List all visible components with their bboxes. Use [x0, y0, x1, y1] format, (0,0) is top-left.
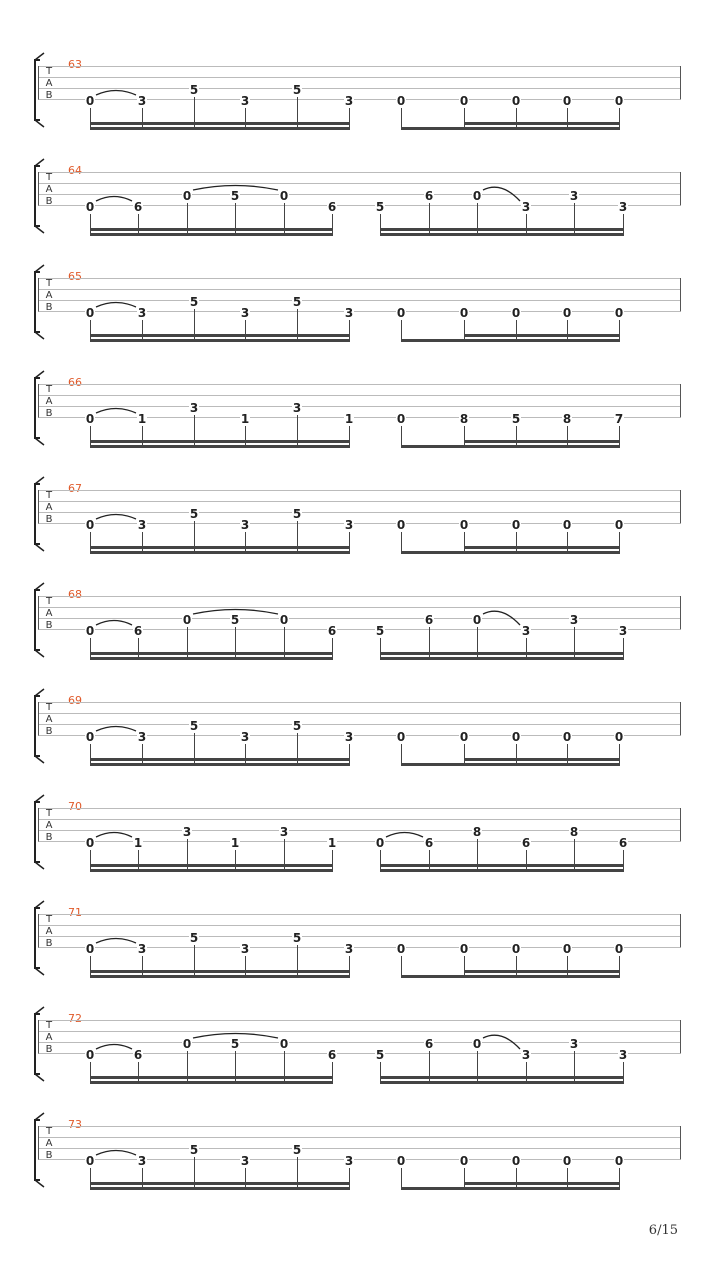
tab-clef-letter: B	[45, 514, 53, 525]
fret-number: 5	[189, 295, 199, 309]
beam	[90, 1187, 350, 1190]
beam	[401, 339, 465, 342]
system-bracket	[35, 544, 44, 551]
tab-staff	[0, 66, 720, 146]
fret-number: 6	[327, 624, 337, 638]
fret-number: 0	[396, 306, 406, 320]
fret-number: 0	[279, 189, 289, 203]
beam	[464, 127, 620, 130]
tab-system	[0, 1118, 720, 1232]
fret-number: 0	[182, 189, 192, 203]
system-bracket	[35, 696, 40, 756]
system-bracket	[35, 332, 44, 339]
fret-number: 3	[344, 306, 354, 320]
tab-clef-letter: T	[45, 1020, 53, 1031]
fret-number: 3	[618, 624, 628, 638]
fret-number: 0	[396, 412, 406, 426]
fret-number: 3	[137, 1154, 147, 1168]
system-bracket	[35, 908, 40, 968]
beam	[401, 445, 465, 448]
system-bracket	[35, 484, 40, 544]
measure-number: 68	[68, 588, 82, 601]
tie-arc	[96, 833, 132, 838]
fret-number: 0	[459, 942, 469, 956]
measure-number: 67	[68, 482, 82, 495]
tab-clef-letter: B	[45, 620, 53, 631]
beam	[464, 1182, 620, 1185]
fret-number: 6	[133, 624, 143, 638]
tab-clef-letter: B	[45, 1150, 53, 1161]
fret-number: 0	[85, 412, 95, 426]
tab-staff	[0, 490, 720, 570]
fret-number: 0	[614, 94, 624, 108]
fret-number: 0	[614, 730, 624, 744]
fret-number: 3	[240, 94, 250, 108]
tab-clef-letter: A	[45, 184, 53, 195]
tab-clef-letter: A	[45, 608, 53, 619]
system-bracket	[35, 1120, 40, 1180]
fret-number: 0	[85, 518, 95, 532]
beam	[90, 869, 333, 872]
fret-number: 5	[292, 931, 302, 945]
system-bracket	[35, 590, 40, 650]
measure-number: 70	[68, 800, 82, 813]
beam	[464, 758, 620, 761]
tab-clef-letter: B	[45, 196, 53, 207]
beam	[90, 228, 333, 231]
tab-system	[0, 800, 720, 914]
fret-number: 0	[396, 942, 406, 956]
fret-number: 3	[344, 518, 354, 532]
beam	[90, 122, 350, 125]
system-bracket	[35, 802, 40, 862]
beam	[90, 339, 350, 342]
measure-number: 63	[68, 58, 82, 71]
fret-number: 0	[562, 730, 572, 744]
fret-number: 3	[569, 189, 579, 203]
fret-number: 3	[240, 730, 250, 744]
tab-clef-letter: T	[45, 1126, 53, 1137]
tie-arc	[96, 727, 136, 732]
fret-number: 0	[85, 306, 95, 320]
fret-number: 5	[292, 295, 302, 309]
fret-number: 0	[182, 1037, 192, 1051]
beam	[90, 1182, 350, 1185]
beam	[464, 551, 620, 554]
tab-system	[0, 164, 720, 278]
measure-number: 69	[68, 694, 82, 707]
beam	[380, 1076, 624, 1079]
fret-number: 0	[511, 518, 521, 532]
system-bracket	[35, 378, 40, 438]
beam	[380, 228, 624, 231]
fret-number: 5	[511, 412, 521, 426]
fret-number: 0	[396, 94, 406, 108]
measure-number: 65	[68, 270, 82, 283]
beam	[401, 975, 465, 978]
fret-number: 3	[137, 518, 147, 532]
fret-number: 1	[327, 836, 337, 850]
tab-clef-letter: A	[45, 502, 53, 513]
system-bracket	[35, 120, 44, 127]
fret-number: 0	[511, 306, 521, 320]
beam	[464, 1187, 620, 1190]
tie-arc	[96, 409, 136, 414]
beam	[464, 975, 620, 978]
system-bracket	[35, 968, 44, 975]
fret-number: 0	[85, 200, 95, 214]
fret-number: 1	[133, 836, 143, 850]
beam	[464, 763, 620, 766]
fret-number: 0	[375, 836, 385, 850]
fret-number: 0	[562, 94, 572, 108]
beam	[464, 334, 620, 337]
tab-system	[0, 482, 720, 596]
fret-number: 3	[137, 730, 147, 744]
fret-number: 5	[292, 83, 302, 97]
fret-number: 0	[85, 1154, 95, 1168]
fret-number: 6	[327, 1048, 337, 1062]
tab-clef-letter: A	[45, 1138, 53, 1149]
beam	[90, 1081, 333, 1084]
beam	[380, 652, 624, 655]
tab-clef-letter: T	[45, 384, 53, 395]
fret-number: 5	[189, 931, 199, 945]
fret-number: 0	[511, 1154, 521, 1168]
fret-number: 6	[133, 200, 143, 214]
tab-staff	[0, 1020, 720, 1100]
fret-number: 5	[189, 83, 199, 97]
fret-number: 3	[521, 200, 531, 214]
fret-number: 6	[424, 1037, 434, 1051]
system-bracket	[35, 438, 44, 445]
fret-number: 1	[137, 412, 147, 426]
system-bracket	[35, 756, 44, 763]
fret-number: 3	[240, 1154, 250, 1168]
tab-clef-letter: T	[45, 490, 53, 501]
fret-number: 0	[511, 942, 521, 956]
system-bracket	[35, 60, 40, 120]
fret-number: 3	[137, 942, 147, 956]
tab-system	[0, 58, 720, 172]
fret-number: 6	[618, 836, 628, 850]
fret-number: 0	[396, 1154, 406, 1168]
tie-arc	[96, 303, 136, 308]
tie-arc	[96, 621, 132, 626]
fret-number: 3	[344, 94, 354, 108]
fret-number: 3	[240, 942, 250, 956]
fret-number: 3	[344, 1154, 354, 1168]
fret-number: 5	[189, 719, 199, 733]
tab-staff	[0, 914, 720, 994]
fret-number: 3	[292, 401, 302, 415]
beam	[380, 233, 624, 236]
fret-number: 5	[375, 1048, 385, 1062]
beam	[401, 127, 465, 130]
fret-number: 3	[569, 613, 579, 627]
fret-number: 0	[472, 1037, 482, 1051]
beam	[90, 864, 333, 867]
fret-number: 3	[240, 518, 250, 532]
fret-number: 6	[521, 836, 531, 850]
tie-arc	[96, 91, 136, 96]
tab-staff	[0, 702, 720, 782]
fret-number: 0	[459, 306, 469, 320]
fret-number: 0	[85, 730, 95, 744]
fret-number: 3	[521, 1048, 531, 1062]
fret-number: 5	[292, 507, 302, 521]
fret-number: 0	[279, 1037, 289, 1051]
tie-arc	[96, 515, 136, 520]
fret-number: 6	[327, 200, 337, 214]
system-bracket	[35, 1074, 44, 1081]
beam	[90, 334, 350, 337]
beam	[90, 975, 350, 978]
beam	[90, 652, 333, 655]
tab-clef-letter: A	[45, 714, 53, 725]
fret-number: 1	[344, 412, 354, 426]
tab-clef-letter: T	[45, 278, 53, 289]
measure-number: 64	[68, 164, 82, 177]
beam	[90, 233, 333, 236]
fret-number: 3	[189, 401, 199, 415]
tab-clef-letter: A	[45, 78, 53, 89]
beam	[90, 551, 350, 554]
fret-number: 0	[182, 613, 192, 627]
fret-number: 0	[562, 1154, 572, 1168]
fret-number: 0	[511, 730, 521, 744]
fret-number: 6	[133, 1048, 143, 1062]
fret-number: 0	[396, 730, 406, 744]
fret-number: 7	[614, 412, 624, 426]
beam	[90, 127, 350, 130]
tab-clef-letter: B	[45, 302, 53, 313]
fret-number: 8	[472, 825, 482, 839]
fret-number: 0	[85, 1048, 95, 1062]
tie-arc	[96, 939, 136, 944]
fret-number: 8	[569, 825, 579, 839]
tab-clef-letter: B	[45, 408, 53, 419]
fret-number: 5	[189, 1143, 199, 1157]
tab-system	[0, 1012, 720, 1126]
fret-number: 3	[344, 942, 354, 956]
fret-number: 0	[472, 189, 482, 203]
tie-arc	[96, 1045, 132, 1050]
tab-staff	[0, 278, 720, 358]
fret-number: 0	[85, 624, 95, 638]
beam	[90, 657, 333, 660]
fret-number: 0	[562, 306, 572, 320]
beam	[464, 970, 620, 973]
system-bracket	[35, 166, 40, 226]
beam	[464, 440, 620, 443]
fret-number: 3	[618, 1048, 628, 1062]
beam	[464, 445, 620, 448]
fret-number: 6	[424, 836, 434, 850]
fret-number: 3	[137, 94, 147, 108]
measure-number: 72	[68, 1012, 82, 1025]
fret-number: 0	[614, 518, 624, 532]
beam	[464, 122, 620, 125]
fret-number: 3	[240, 306, 250, 320]
fret-number: 5	[230, 189, 240, 203]
fret-number: 1	[240, 412, 250, 426]
tab-clef-letter: T	[45, 914, 53, 925]
tab-clef-letter: T	[45, 172, 53, 183]
fret-number: 3	[618, 200, 628, 214]
system-bracket	[35, 650, 44, 657]
beam	[401, 1187, 465, 1190]
tab-staff	[0, 808, 720, 888]
beam	[401, 763, 465, 766]
fret-number: 5	[189, 507, 199, 521]
tab-clef-letter: B	[45, 938, 53, 949]
fret-number: 0	[85, 836, 95, 850]
beam	[90, 763, 350, 766]
fret-number: 3	[344, 730, 354, 744]
tab-clef-letter: T	[45, 808, 53, 819]
page-number: 6/15	[648, 1223, 678, 1238]
fret-number: 0	[459, 518, 469, 532]
measure-number: 71	[68, 906, 82, 919]
fret-number: 5	[230, 613, 240, 627]
system-bracket	[35, 53, 44, 60]
fret-number: 6	[424, 613, 434, 627]
fret-number: 0	[562, 518, 572, 532]
fret-number: 1	[230, 836, 240, 850]
fret-number: 8	[459, 412, 469, 426]
tie-arc	[386, 833, 423, 838]
fret-number: 0	[85, 942, 95, 956]
fret-number: 3	[137, 306, 147, 320]
fret-number: 8	[562, 412, 572, 426]
system-bracket	[35, 1180, 44, 1187]
beam	[380, 864, 624, 867]
measure-number: 73	[68, 1118, 82, 1131]
tab-clef-letter: T	[45, 702, 53, 713]
tab-system	[0, 376, 720, 490]
beam	[90, 1076, 333, 1079]
tab-clef-letter: B	[45, 726, 53, 737]
tab-clef-letter: A	[45, 926, 53, 937]
tab-staff	[0, 596, 720, 676]
fret-number: 3	[182, 825, 192, 839]
fret-number: 3	[569, 1037, 579, 1051]
tab-clef-letter: A	[45, 820, 53, 831]
fret-number: 3	[279, 825, 289, 839]
fret-number: 0	[279, 613, 289, 627]
system-bracket	[35, 862, 44, 869]
tie-arc	[96, 197, 132, 202]
tab-staff	[0, 172, 720, 252]
fret-number: 0	[511, 94, 521, 108]
fret-number: 0	[472, 613, 482, 627]
beam	[380, 869, 624, 872]
fret-number: 0	[396, 518, 406, 532]
tab-clef-letter: A	[45, 396, 53, 407]
fret-number: 0	[614, 942, 624, 956]
fret-number: 0	[459, 1154, 469, 1168]
fret-number: 0	[614, 1154, 624, 1168]
beam	[90, 546, 350, 549]
beam	[90, 758, 350, 761]
tab-staff	[0, 1126, 720, 1206]
fret-number: 5	[375, 200, 385, 214]
tab-clef-letter: B	[45, 832, 53, 843]
tab-clef-letter: T	[45, 596, 53, 607]
fret-number: 0	[459, 730, 469, 744]
tab-system	[0, 694, 720, 808]
beam	[464, 339, 620, 342]
fret-number: 0	[562, 942, 572, 956]
tab-staff	[0, 384, 720, 464]
fret-number: 5	[292, 719, 302, 733]
measure-number: 66	[68, 376, 82, 389]
tab-clef-letter: A	[45, 290, 53, 301]
fret-number: 5	[230, 1037, 240, 1051]
beam	[401, 551, 465, 554]
tab-system	[0, 906, 720, 1020]
system-bracket	[35, 272, 40, 332]
fret-number: 3	[521, 624, 531, 638]
beam	[90, 440, 350, 443]
fret-number: 6	[424, 189, 434, 203]
tab-clef-letter: A	[45, 1032, 53, 1043]
tab-clef-letter: B	[45, 90, 53, 101]
beam	[380, 657, 624, 660]
beam	[464, 546, 620, 549]
fret-number: 0	[459, 94, 469, 108]
fret-number: 0	[85, 94, 95, 108]
tie-arc	[96, 1151, 136, 1156]
system-bracket	[35, 1014, 40, 1074]
fret-number: 5	[292, 1143, 302, 1157]
tab-system	[0, 588, 720, 702]
fret-number: 5	[375, 624, 385, 638]
system-bracket	[35, 226, 44, 233]
beam	[90, 445, 350, 448]
fret-number: 0	[614, 306, 624, 320]
tab-clef-letter: B	[45, 1044, 53, 1055]
beam	[380, 1081, 624, 1084]
tab-clef-letter: T	[45, 66, 53, 77]
beam	[90, 970, 350, 973]
tab-system	[0, 270, 720, 384]
